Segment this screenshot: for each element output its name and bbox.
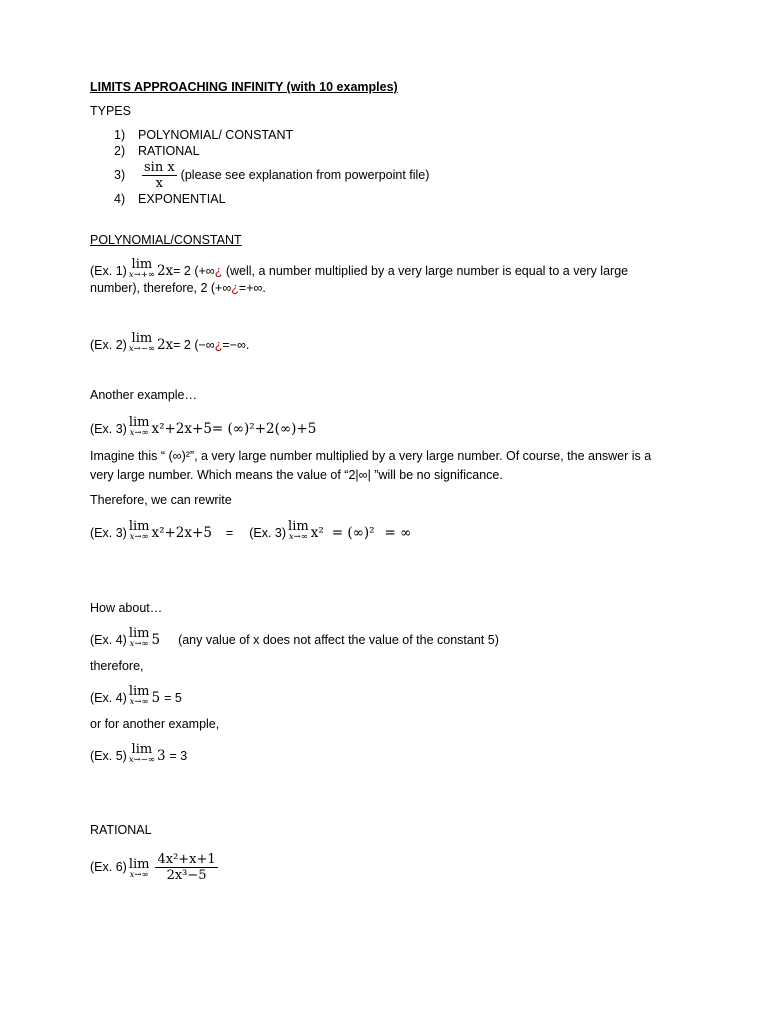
math-expression: 5 bbox=[151, 632, 161, 648]
fraction-numerator: 4x²+x+1 bbox=[157, 852, 216, 868]
glyph-artifact: ¿ bbox=[231, 281, 239, 295]
rational-fraction bbox=[155, 852, 217, 883]
explanation-text: (well, a number multiplied by a very large number is equal to a very large bbox=[222, 264, 629, 278]
result-text: = 3 bbox=[169, 749, 188, 763]
list-item bbox=[90, 159, 429, 191]
continuation-text: number), therefore, 2 (+∞ bbox=[90, 281, 232, 295]
math-expression: 2x bbox=[156, 337, 174, 353]
math-expression: x²+2x+5 bbox=[151, 421, 212, 437]
limit-expression: lim x→+∞ bbox=[128, 257, 155, 280]
how-about-text: How about… bbox=[90, 601, 163, 615]
example-label: (Ex. 6) bbox=[90, 860, 127, 874]
result-text: =−∞. bbox=[222, 338, 250, 352]
example-label: (Ex. 3) bbox=[90, 422, 127, 436]
example-4 bbox=[90, 627, 499, 649]
example-4-result bbox=[90, 685, 182, 707]
section-heading-rational: RATIONAL bbox=[90, 823, 152, 837]
example-label: (Ex. 2) bbox=[90, 338, 127, 352]
equation-text: = 2 (−∞ bbox=[173, 338, 215, 352]
therefore-text: therefore, bbox=[90, 659, 144, 673]
explanation-text: (any value of x does not affect the value of the constant 5) bbox=[178, 633, 499, 647]
example-1 bbox=[90, 258, 628, 280]
equation-text: = 2 (+∞ bbox=[173, 264, 215, 278]
example-label: (Ex. 5) bbox=[90, 749, 127, 763]
list-item bbox=[90, 192, 226, 207]
example-3-rewrite bbox=[90, 520, 411, 542]
fraction-denominator: 2x³−5 bbox=[166, 868, 207, 884]
list-item-number: 1) bbox=[114, 128, 126, 142]
example-label: (Ex. 1) bbox=[90, 264, 127, 278]
another-example-text: or for another example, bbox=[90, 717, 220, 731]
glyph-artifact: ¿ bbox=[214, 338, 223, 352]
equation-text: = (∞)²+2(∞)+5 bbox=[211, 421, 317, 437]
glyph-artifact: ¿ bbox=[214, 264, 223, 278]
limit-expression: lim x→∞ bbox=[128, 626, 150, 649]
result-text: = 5 bbox=[164, 691, 182, 705]
example-label: (Ex. 4) bbox=[90, 691, 127, 705]
list-item-text: RATIONAL bbox=[138, 144, 200, 158]
list-item-number: 2) bbox=[114, 144, 126, 158]
math-expression: 5 bbox=[151, 690, 161, 706]
result-text: = ∞ bbox=[384, 525, 412, 541]
result-text: =+∞. bbox=[238, 281, 266, 295]
imagine-paragraph-line1: Imagine this “ (∞)²”, a very large number multiplied by a very large number. Of course, the answer is a bbox=[90, 449, 652, 463]
example-label: (Ex. 3) bbox=[249, 526, 287, 540]
list-item-text: EXPONENTIAL bbox=[138, 192, 226, 206]
equals-sign: = bbox=[225, 526, 234, 540]
equation-text: = (∞)² bbox=[331, 525, 375, 541]
page-title: LIMITS APPROACHING INFINITY (with 10 examples) bbox=[90, 80, 398, 94]
example-5 bbox=[90, 743, 187, 765]
math-expression: 3 bbox=[156, 748, 166, 764]
types-label: TYPES bbox=[90, 104, 131, 118]
limit-expression: lim x→∞ bbox=[288, 519, 309, 542]
another-example-text: Another example… bbox=[90, 388, 198, 402]
limit-expression: lim x→−∞ bbox=[128, 331, 155, 354]
section-heading-polynomial: POLYNOMIAL/CONSTANT bbox=[90, 233, 242, 247]
math-expression: x²+2x+5 bbox=[151, 525, 212, 541]
example-6 bbox=[90, 850, 222, 884]
list-item bbox=[90, 128, 293, 143]
imagine-paragraph-line2: very large number. Which means the value of “2|∞| ”will be no significance. bbox=[90, 468, 503, 482]
limit-expression: lim x→∞ bbox=[128, 684, 150, 707]
math-expression: 2x bbox=[156, 263, 174, 279]
example-1-continued bbox=[90, 281, 266, 296]
list-item bbox=[90, 144, 200, 159]
limit-expression: lim x→∞ bbox=[128, 519, 150, 542]
math-expression: x² bbox=[310, 525, 324, 541]
list-item-number: 4) bbox=[114, 192, 126, 206]
list-item-text: (please see explanation from powerpoint file) bbox=[180, 168, 430, 182]
fraction-denominator: x bbox=[155, 176, 163, 192]
list-item-text: POLYNOMIAL/ CONSTANT bbox=[138, 128, 294, 142]
example-label: (Ex. 3) bbox=[90, 526, 127, 540]
example-label: (Ex. 4) bbox=[90, 633, 127, 647]
limit-expression: lim x→∞ bbox=[128, 415, 150, 438]
example-2 bbox=[90, 332, 249, 354]
example-3 bbox=[90, 416, 316, 438]
sinx-over-x-fraction bbox=[142, 160, 177, 191]
fraction-numerator: sin x bbox=[144, 160, 175, 176]
therefore-rewrite-text: Therefore, we can rewrite bbox=[90, 493, 232, 507]
limit-expression: lim x→∞ bbox=[128, 857, 150, 880]
list-item-number: 3) bbox=[114, 168, 126, 182]
limit-expression: lim x→−∞ bbox=[128, 742, 155, 765]
